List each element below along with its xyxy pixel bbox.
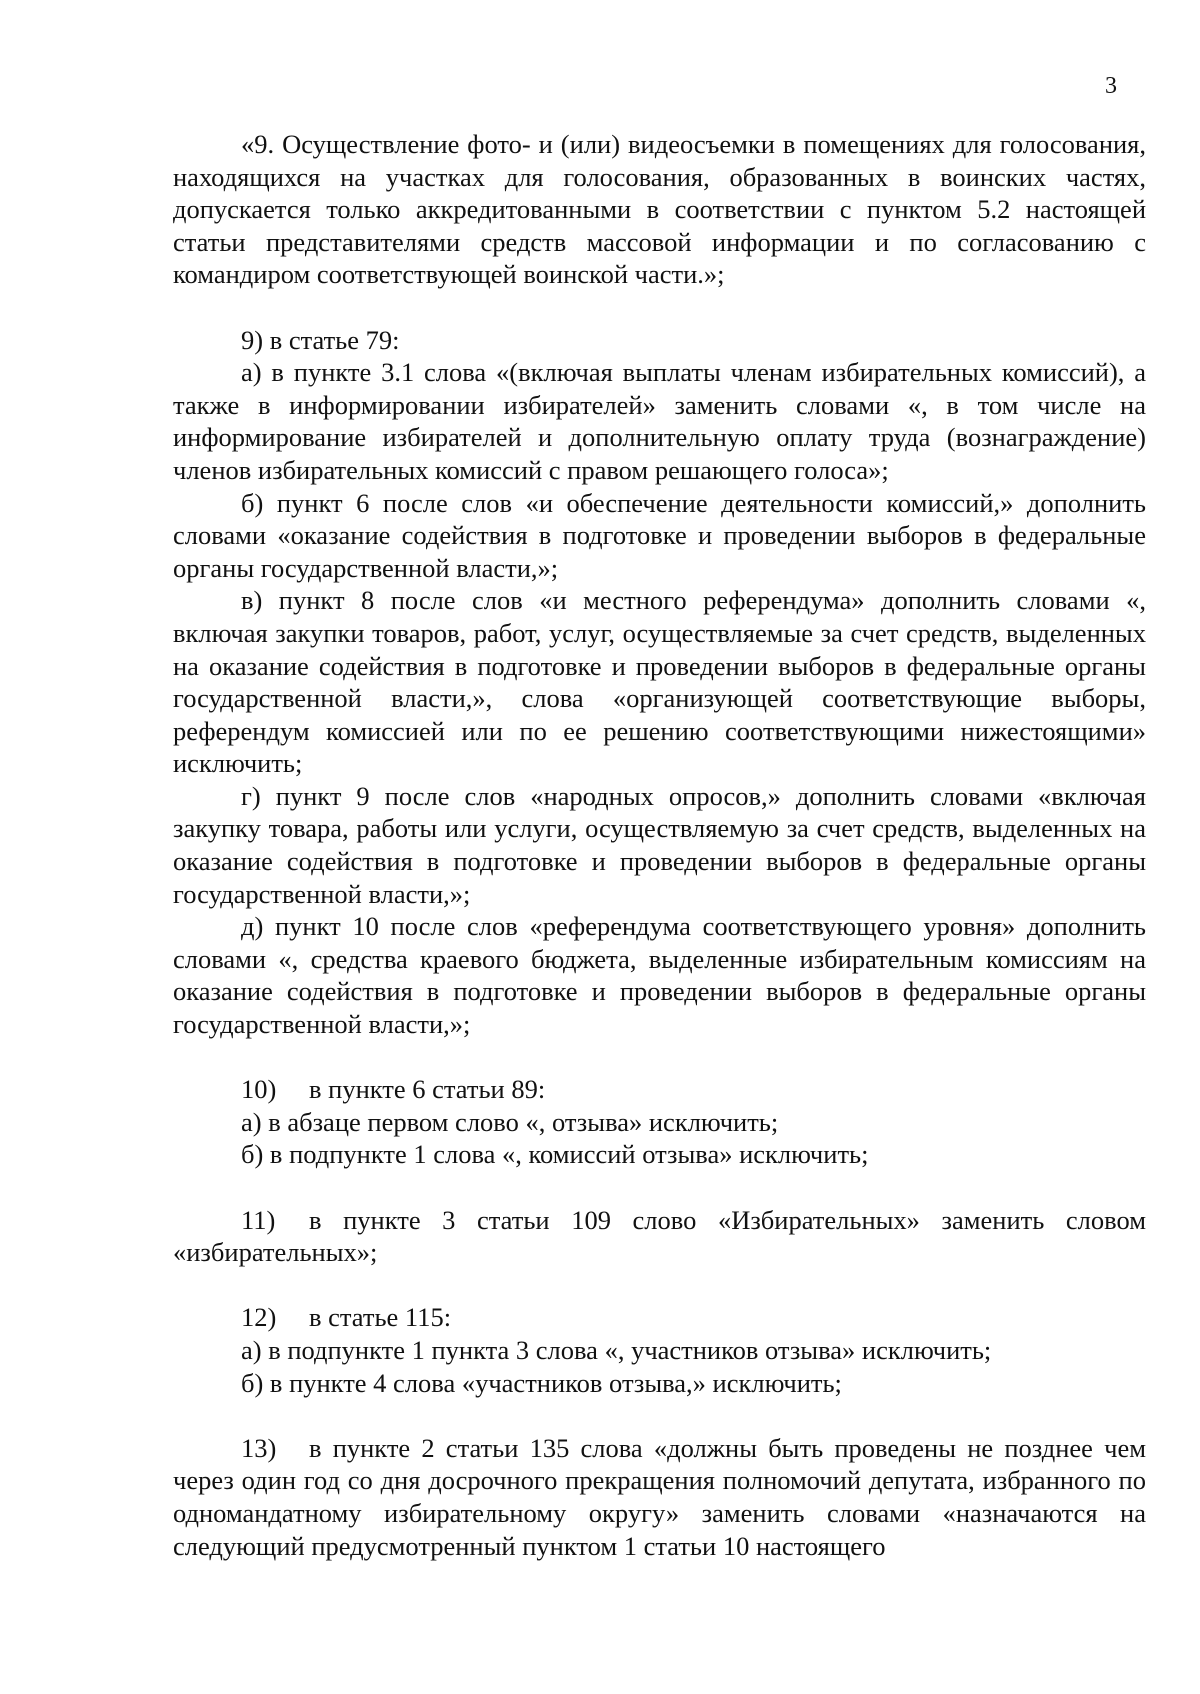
item-9-v: в) пункт 8 после слов «и местного референдума» дополнить словами «, включая закупки товаров, работ, услуг, осуществляемые за счет средств, выделенных на оказание содействия в подготовке и проведении выборов в федеральные органы государственной власти,», слова «организующей соответствующие выборы, референдум комиссией или по ее решению соответствующими нижестоящими» исключить; (173, 585, 1146, 779)
item-10-b: б) в подпункте 1 слова «, комиссий отзыва» исключить; (241, 1139, 869, 1170)
item-12-heading (173, 1301, 1146, 1334)
item-12-b: б) в пункте 4 слова «участников отзыва,» исключить; (241, 1367, 842, 1398)
item-10-heading-text: в пункте 6 статьи 89: (309, 1074, 546, 1105)
document-body (173, 128, 1146, 1562)
item-11-text: в пункте 3 статьи 109 слово «Избирательных» заменить словом «избирательных»; (173, 1204, 1146, 1268)
item-9-b: б) пункт 6 после слов «и обеспечение деятельности комиссий,» дополнить словами «оказание содействия в подготовке и проведении выборов в федеральные органы государственной власти,»; (173, 487, 1146, 583)
item-13-number: 13) (241, 1432, 277, 1463)
item-10-number: 10) (241, 1074, 277, 1105)
item-9-heading: 9) в статье 79: (241, 324, 400, 355)
item-11-number: 11) (241, 1204, 276, 1235)
item-9-d: д) пункт 10 после слов «референдума соответствующего уровня» дополнить словами «, средства краевого бюджета, выделенные избирательным комиссиям на оказание содействия в подготовке и проведении выборов в федеральные органы государственной власти,»; (173, 911, 1146, 1040)
item-13-text: в пункте 2 статьи 135 слова «должны быть проведены не позднее чем через один год со дня досрочного прекращения полномочий депутата, избранного по одномандатному избирательному округу» заменить словами «назначаются на следующий предусмотренный пунктом 1 статьи 10 настоящего (173, 1432, 1146, 1561)
item-11 (173, 1204, 1146, 1269)
item-12-heading-text: в статье 115: (309, 1302, 452, 1333)
item-9-g: г) пункт 9 после слов «народных опросов,» дополнить словами «включая закупку товара, работы или услуги, осуществляемую за счет средств, выделенных на оказание содействия в подготовке и проведении выборов в федеральные органы государственной власти,»; (173, 780, 1146, 909)
item-12-a: а) в подпункте 1 пункта 3 слова «, участников отзыва» исключить; (241, 1334, 992, 1365)
item-10-heading (173, 1073, 1146, 1106)
item-12-number: 12) (241, 1302, 277, 1333)
item-9-a: а) в пункте 3.1 слова «(включая выплаты членам избирательных комиссий), а также в информировании избирателей» заменить словами «, в том числе на информирование избирателей и дополнительную оплату труда (вознаграждение) членов избирательных комиссий с правом решающего голоса»; (173, 357, 1146, 485)
paragraph-quote-9: «9. Осуществление фото- и (или) видеосъемки в помещениях для голосования, находящихся на участках для голосования, образованных в воинских частях, допускается только аккредитованными в соответствии с пунктом 5.2 настоящей статьи представителями средств массовой информации и по согласованию с командиром соответствующей воинской части.»; (173, 129, 1146, 290)
item-10-a: а) в абзаце первом слово «, отзыва» исключить; (241, 1106, 779, 1137)
item-13 (173, 1432, 1146, 1562)
page-number: 3 (1105, 73, 1117, 99)
